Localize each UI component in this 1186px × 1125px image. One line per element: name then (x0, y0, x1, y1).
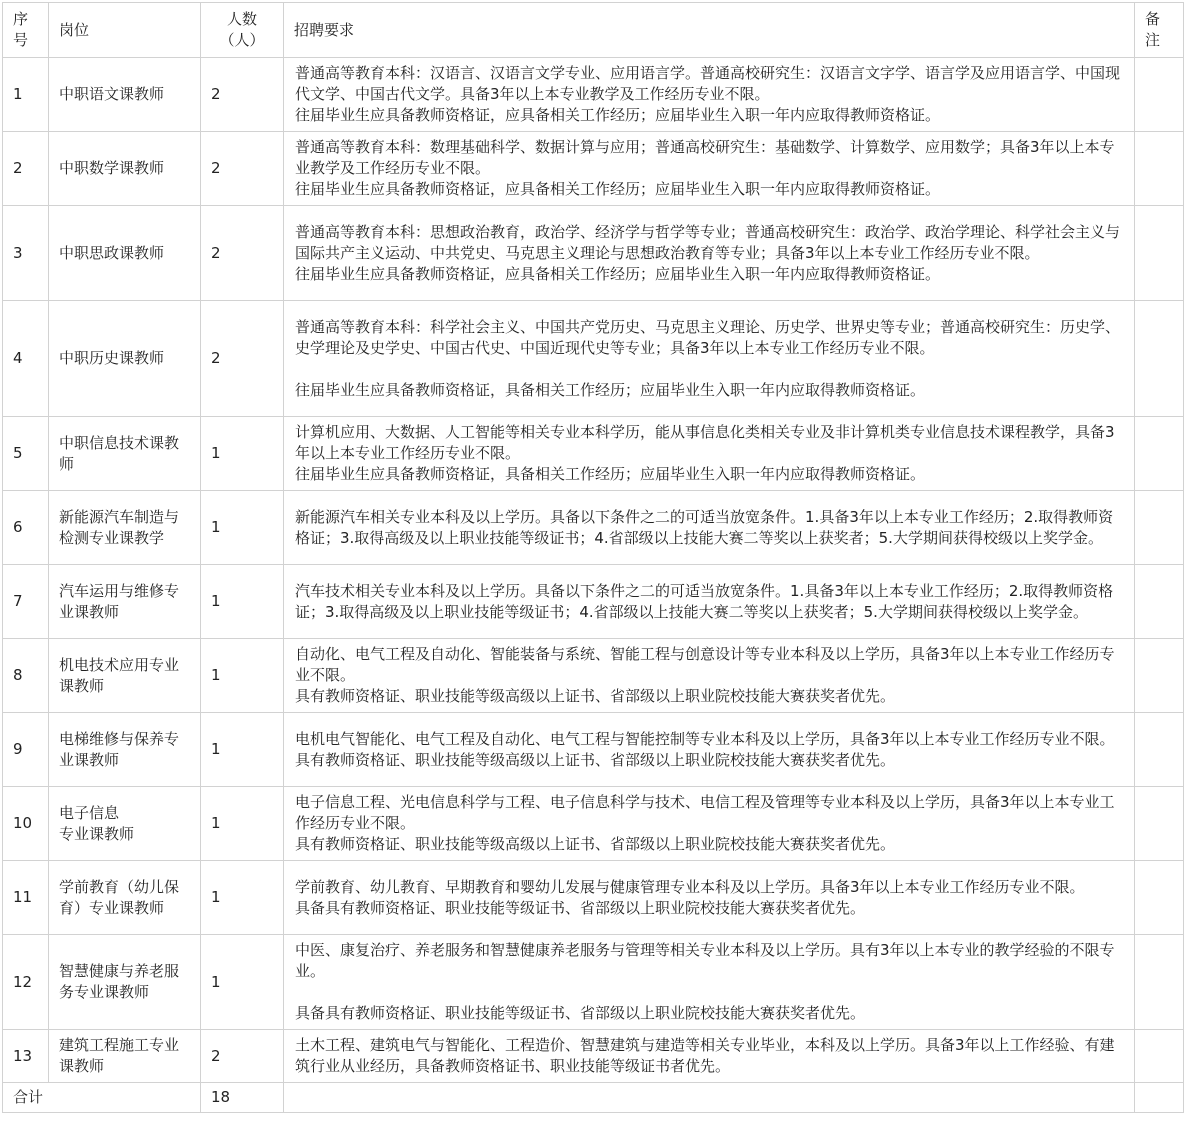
row-note (1135, 206, 1184, 301)
requirement-line: 普通高等教育本科：科学社会主义、中国共产党历史、马克思主义理论、历史学、世界史等专业；普通高校研究生：历史学、史学理论及史学史、中国古代史、中国近现代史等专业；具备3年以上本专业工作经历专业不限。 (295, 317, 1121, 357)
total-row (3, 1083, 1184, 1113)
row-note (1135, 301, 1184, 417)
table-row (3, 206, 1184, 301)
row-number: 4 (3, 301, 49, 417)
row-position: 新能源汽车制造与检测专业课教学 (49, 491, 201, 565)
table-row (3, 58, 1184, 132)
requirement-line: 汽车技术相关专业本科及以上学历。具备以下条件之二的可适当放宽条件。1.具备3年以上本专业工作经历；2.取得教师资格证；3.取得高级及以上职业技能等级证书；4.省部级以上技能大赛二等奖以上获奖者；5.大学期间获得校级以上奖学金。 (295, 581, 1114, 621)
row-position: 中职信息技术课教师 (49, 417, 201, 491)
row-position: 中职语文课教师 (49, 58, 201, 132)
row-position: 中职思政课教师 (49, 206, 201, 301)
requirement-spacer (295, 982, 1123, 1003)
table-row (3, 935, 1184, 1030)
row-note (1135, 417, 1184, 491)
total-requirements-cell (284, 1083, 1135, 1113)
table-body (3, 58, 1184, 1083)
table-row (3, 565, 1184, 639)
row-requirements (284, 491, 1135, 565)
requirement-line: 往届毕业生应具备教师资格证，应具备相关工作经历；应届毕业生入职一年内应取得教师资格证。 (295, 106, 941, 124)
requirement-line: 往届毕业生应具备教师资格证，应具备相关工作经历；应届毕业生入职一年内应取得教师资格证。 (295, 264, 941, 283)
requirement-line: 土木工程、建筑电气与智能化、工程造价、智慧建筑与建造等相关专业毕业，本科及以上学历。具备3年以上工作经验、有建筑行业从业经历，具备教师资格证书、职业技能等级证书者优先。 (295, 1036, 1115, 1075)
row-position: 机电技术应用专业课教师 (49, 639, 201, 713)
requirement-line: 新能源汽车相关专业本科及以上学历。具备以下条件之二的可适当放宽条件。1.具备3年以上本专业工作经历；2.取得教师资格证；3.取得高级及以上职业技能等级证书；4.省部级以上技能大赛二等奖以上获奖者；5.大学期间获得校级以上奖学金。 (295, 507, 1114, 547)
header-note: 备 注 (1135, 3, 1184, 58)
header-no: 序 号 (3, 3, 49, 58)
row-number: 6 (3, 491, 49, 565)
row-count: 2 (201, 1030, 284, 1083)
row-count: 1 (201, 491, 284, 565)
row-requirements (284, 58, 1135, 132)
row-requirements (284, 935, 1135, 1030)
row-number: 10 (3, 787, 49, 861)
row-requirements (284, 1030, 1135, 1083)
requirement-line: 计算机应用、大数据、人工智能等相关专业本科学历，能从事信息化类相关专业及非计算机类专业信息技术课程教学，具备3年以上本专业工作经历专业不限。 (295, 423, 1115, 462)
row-requirements (284, 301, 1135, 417)
row-requirements (284, 639, 1135, 713)
row-position: 中职数学课教师 (49, 132, 201, 206)
requirement-line: 普通高等教育本科：数理基础科学、数据计算与应用；普通高校研究生：基础数学、计算数学、应用数学；具备3年以上本专业教学及工作经历专业不限。 (295, 138, 1115, 177)
row-number: 12 (3, 935, 49, 1030)
row-note (1135, 935, 1184, 1030)
table-row (3, 787, 1184, 861)
row-note (1135, 861, 1184, 935)
row-requirements (284, 206, 1135, 301)
requirement-line: 具有教师资格证、职业技能等级高级以上证书、省部级以上职业院校技能大赛获奖者优先。 (295, 835, 896, 853)
row-position: 汽车运用与维修专业课教师 (49, 565, 201, 639)
row-count: 1 (201, 713, 284, 787)
table-row (3, 417, 1184, 491)
row-position: 电梯维修与保养专业课教师 (49, 713, 201, 787)
row-number: 11 (3, 861, 49, 935)
row-count: 1 (201, 935, 284, 1030)
row-note (1135, 491, 1184, 565)
row-note (1135, 132, 1184, 206)
row-note (1135, 787, 1184, 861)
row-number: 7 (3, 565, 49, 639)
row-position: 智慧健康与养老服务专业课教师 (49, 935, 201, 1030)
table-row (3, 132, 1184, 206)
row-requirements (284, 565, 1135, 639)
row-number: 8 (3, 639, 49, 713)
row-note (1135, 565, 1184, 639)
requirement-line: 具备具有教师资格证、职业技能等级证书、省部级以上职业院校技能大赛获奖者优先。 (295, 898, 866, 917)
requirement-line: 电机电气智能化、电气工程及自动化、电气工程与智能控制等专业本科及以上学历，具备3年以上本专业工作经历专业不限。 (295, 729, 1115, 748)
row-count: 1 (201, 787, 284, 861)
row-note (1135, 639, 1184, 713)
header-count: 人数 （人） (201, 3, 284, 58)
requirement-line: 电子信息工程、光电信息科学与工程、电子信息科学与技术、电信工程及管理等专业本科及以上学历，具备3年以上本专业工作经历专业不限。 (295, 793, 1115, 832)
total-label: 合计 (3, 1083, 201, 1113)
requirement-line: 自动化、电气工程及自动化、智能装备与系统、智能工程与创意设计等专业本科及以上学历，具备3年以上本专业工作经历专业不限。 (295, 645, 1115, 684)
row-note (1135, 58, 1184, 132)
requirement-line: 具备具有教师资格证、职业技能等级证书、省部级以上职业院校技能大赛获奖者优先。 (295, 1004, 866, 1022)
row-number: 9 (3, 713, 49, 787)
table-row (3, 861, 1184, 935)
row-position: 建筑工程施工专业课教师 (49, 1030, 201, 1083)
table-row (3, 639, 1184, 713)
row-count: 2 (201, 301, 284, 417)
total-note-cell (1135, 1083, 1184, 1113)
requirement-line: 普通高等教育本科：汉语言、汉语言文学专业、应用语言学。普通高校研究生：汉语言文字学、语言学及应用语言学、中国现代文学、中国古代文学。具备3年以上本专业教学及工作经历专业不限。 (295, 64, 1121, 103)
row-number: 1 (3, 58, 49, 132)
row-number: 5 (3, 417, 49, 491)
row-position: 电子信息 专业课教师 (49, 787, 201, 861)
total-count: 18 (201, 1083, 284, 1113)
requirement-line: 往届毕业生应具备教师资格证，应具备相关工作经历；应届毕业生入职一年内应取得教师资格证。 (295, 180, 941, 198)
table-row (3, 1030, 1184, 1083)
table-row (3, 713, 1184, 787)
requirement-line: 具有教师资格证、职业技能等级高级以上证书、省部级以上职业院校技能大赛获奖者优先。 (295, 750, 896, 769)
row-count: 1 (201, 565, 284, 639)
row-count: 2 (201, 132, 284, 206)
requirement-line: 具有教师资格证、职业技能等级高级以上证书、省部级以上职业院校技能大赛获奖者优先。 (295, 687, 896, 705)
row-count: 2 (201, 58, 284, 132)
requirement-spacer (295, 359, 1123, 380)
row-note (1135, 713, 1184, 787)
table-row (3, 301, 1184, 417)
row-requirements (284, 861, 1135, 935)
recruitment-table (2, 2, 1184, 1113)
row-count: 1 (201, 861, 284, 935)
row-requirements (284, 787, 1135, 861)
row-count: 1 (201, 417, 284, 491)
row-requirements (284, 713, 1135, 787)
row-count: 2 (201, 206, 284, 301)
header-position: 岗位 (49, 3, 201, 58)
row-requirements (284, 417, 1135, 491)
requirement-line: 普通高等教育本科：思想政治教育，政治学、经济学与哲学等专业；普通高校研究生：政治学、政治学理论、科学社会主义与国际共产主义运动、中共党史、马克思主义理论与思想政治教育等专业；具备3年以上本专业工作经历专业不限。 (295, 222, 1121, 262)
row-count: 1 (201, 639, 284, 713)
header-requirements: 招聘要求 (284, 3, 1135, 58)
row-number: 2 (3, 132, 49, 206)
row-number: 13 (3, 1030, 49, 1083)
row-number: 3 (3, 206, 49, 301)
table-row (3, 491, 1184, 565)
requirement-line: 往届毕业生应具备教师资格证，具备相关工作经历；应届毕业生入职一年内应取得教师资格证。 (295, 465, 926, 483)
row-requirements (284, 132, 1135, 206)
requirement-line: 中医、康复治疗、养老服务和智慧健康养老服务与管理等相关专业本科及以上学历。具有3年以上本专业的教学经验的不限专业。 (295, 941, 1115, 980)
row-position: 中职历史课教师 (49, 301, 201, 417)
requirement-line: 往届毕业生应具备教师资格证，具备相关工作经历；应届毕业生入职一年内应取得教师资格证。 (295, 380, 926, 399)
header-row (3, 3, 1184, 58)
row-position: 学前教育（幼儿保育）专业课教师 (49, 861, 201, 935)
requirement-line: 学前教育、幼儿教育、早期教育和婴幼儿发展与健康管理专业本科及以上学历。具备3年以上本专业工作经历专业不限。 (295, 877, 1085, 896)
row-note (1135, 1030, 1184, 1083)
